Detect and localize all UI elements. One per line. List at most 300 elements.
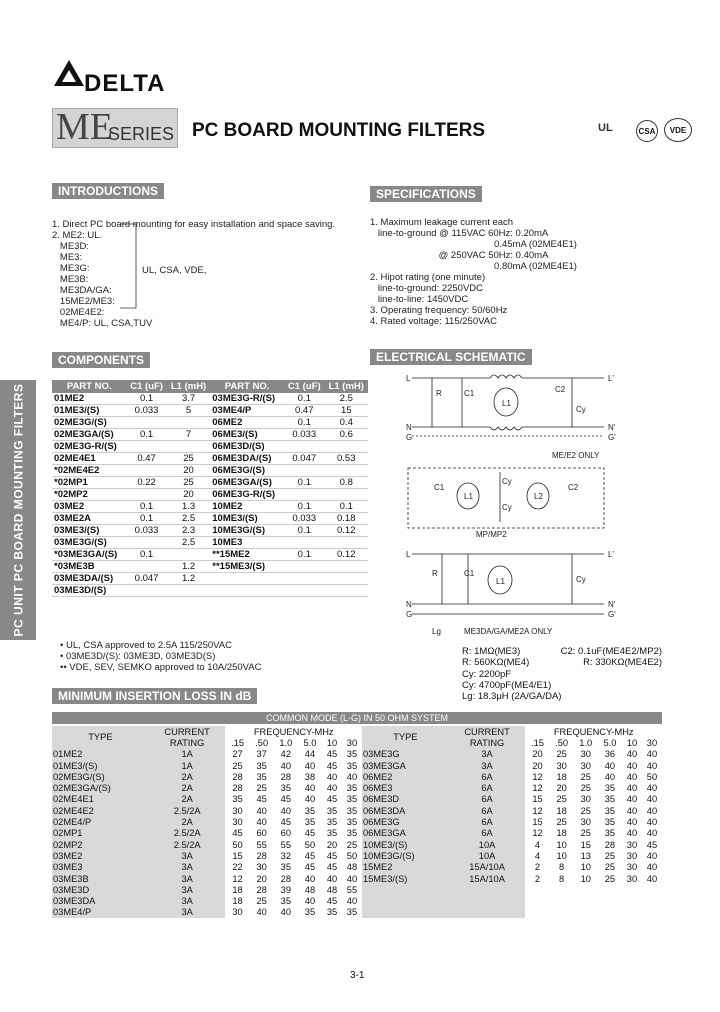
loss-cell: 6A bbox=[449, 794, 526, 805]
svg-text:L1: L1 bbox=[502, 399, 511, 408]
loss-cell bbox=[362, 884, 449, 895]
component-cell: 03ME3DA/(S) bbox=[52, 573, 126, 585]
insertion-loss-table bbox=[52, 726, 662, 918]
svg-text:C1: C1 bbox=[434, 483, 445, 492]
loss-cell: 55 bbox=[256, 839, 267, 850]
loss-cell: 40 bbox=[626, 817, 638, 828]
component-cell: 0.033 bbox=[126, 525, 167, 537]
loss-cell: 55 bbox=[280, 839, 291, 850]
loss-cell: 30 bbox=[626, 873, 638, 884]
brand-name: DELTA bbox=[84, 70, 166, 97]
insertion-loss-row bbox=[52, 760, 662, 771]
vde-cert-icon: VDE bbox=[664, 118, 692, 142]
svg-text:Cy: Cy bbox=[502, 503, 512, 512]
loss-cell bbox=[642, 895, 662, 906]
loss-cell: 35 bbox=[346, 907, 358, 918]
loss-cell: 45 bbox=[326, 749, 338, 760]
svg-text:MP/MP2: MP/MP2 bbox=[476, 530, 507, 539]
loss-cell: 40 bbox=[304, 783, 316, 794]
loss-cell: 48 bbox=[326, 884, 338, 895]
component-cell: 0.1 bbox=[284, 477, 325, 489]
loss-cell bbox=[362, 895, 449, 906]
loss-cell: 40 bbox=[626, 760, 638, 771]
component-cell: 2.5 bbox=[167, 537, 210, 549]
loss-cell: 20 bbox=[532, 760, 543, 771]
loss-cell: 40 bbox=[626, 805, 638, 816]
component-cell: 02ME4E1 bbox=[52, 453, 126, 465]
insertion-loss-row bbox=[52, 782, 662, 793]
component-row bbox=[52, 441, 368, 453]
component-cell: *02MP2 bbox=[52, 489, 126, 501]
loss-cell: 30 bbox=[626, 862, 638, 873]
component-cell bbox=[284, 465, 325, 477]
svg-text:N: N bbox=[406, 600, 412, 609]
components-table bbox=[52, 380, 368, 597]
component-cell: 0.1 bbox=[126, 549, 167, 561]
insertion-loss-row bbox=[52, 828, 662, 839]
loss-cell: 2.5/2A bbox=[149, 839, 226, 850]
svg-text:N': N' bbox=[608, 600, 616, 609]
loss-cell: 02ME4E1 bbox=[52, 794, 149, 805]
component-cell: 03ME2A bbox=[52, 513, 126, 525]
loss-cell: 45 bbox=[326, 862, 338, 873]
loss-cell: 40 bbox=[646, 817, 658, 828]
loss-cell: 35 bbox=[604, 805, 616, 816]
col-l1-2: L1 (mH) bbox=[325, 380, 368, 393]
component-cell bbox=[284, 561, 325, 573]
component-row bbox=[52, 585, 368, 597]
component-cell bbox=[284, 585, 325, 597]
component-cell: 0.47 bbox=[126, 453, 167, 465]
loss-cell: 35 bbox=[326, 817, 338, 828]
loss-cell: 45 bbox=[326, 896, 338, 907]
component-cell: 0.8 bbox=[325, 477, 368, 489]
component-cell: 0.033 bbox=[126, 405, 167, 417]
loss-cell: 18 bbox=[556, 828, 567, 839]
loss-cell: 45 bbox=[280, 794, 291, 805]
loss-cell: 60 bbox=[280, 828, 291, 839]
component-cell: 10ME2 bbox=[210, 501, 284, 513]
loss-cell: 06ME3GA bbox=[362, 828, 449, 839]
loss-cell: 40 bbox=[304, 873, 316, 884]
loss-cell: 12 bbox=[532, 828, 543, 839]
component-cell: 02ME3G-R/(S) bbox=[52, 441, 126, 453]
svg-text:L1: L1 bbox=[496, 577, 505, 586]
svg-text:G: G bbox=[406, 610, 413, 619]
col-l1: L1 (mH) bbox=[167, 380, 210, 393]
loss-cell: 44 bbox=[304, 749, 316, 760]
loss-cell: 3A bbox=[149, 884, 226, 895]
loss-cell bbox=[574, 907, 598, 918]
schematic-legend: R: 1MΩ(ME3) C2: 0.1uF(ME4E2/MP2) R: 560KΩ(ME4) R: 330KΩ(ME4E2) Cy: 2200pF Cy: 4700pF(ME4/E1) Lg: 18.3μH (2A/GA/DA) bbox=[462, 646, 662, 703]
loss-cell: 40 bbox=[346, 896, 358, 907]
loss-cell: 45 bbox=[304, 828, 316, 839]
loss-cell: 15ME2 bbox=[362, 862, 449, 873]
component-cell: 0.1 bbox=[284, 393, 325, 405]
svg-text:L: L bbox=[406, 374, 411, 383]
loss-cell: 50 bbox=[646, 771, 658, 782]
component-cell bbox=[126, 489, 167, 501]
loss-cell: 40 bbox=[280, 907, 291, 918]
loss-cell: 40 bbox=[326, 783, 338, 794]
component-cell: 0.1 bbox=[126, 513, 167, 525]
component-cell bbox=[284, 537, 325, 549]
svg-text:Cy: Cy bbox=[576, 405, 586, 414]
loss-cell: 06ME3D bbox=[362, 794, 449, 805]
component-cell: 06ME3G-R/(S) bbox=[210, 489, 284, 501]
loss-cell: 30 bbox=[232, 805, 243, 816]
loss-cell: 30 bbox=[556, 760, 567, 771]
component-cell: 0.033 bbox=[284, 513, 325, 525]
component-cell: 0.4 bbox=[325, 417, 368, 429]
component-cell: 0.1 bbox=[284, 549, 325, 561]
loss-cell: 3A bbox=[449, 760, 526, 771]
loss-cell: 12 bbox=[532, 771, 543, 782]
component-cell: 10ME3 bbox=[210, 537, 284, 549]
freq-header: .15 bbox=[231, 737, 245, 748]
component-cell bbox=[325, 561, 368, 573]
insertion-loss-row bbox=[52, 884, 662, 895]
component-row bbox=[52, 573, 368, 585]
loss-cell bbox=[525, 907, 549, 918]
svg-text:Lg: Lg bbox=[432, 627, 441, 636]
component-cell: 0.47 bbox=[284, 405, 325, 417]
component-cell: 0.12 bbox=[325, 525, 368, 537]
component-cell: *03ME3B bbox=[52, 561, 126, 573]
components-notes: • UL, CSA approved to 2.5A 115/250VAC • 03ME3D/(S): 03ME3D, 03ME3D(S) •• VDE, SEV, SEMKO approved to 10A/250VAC bbox=[60, 640, 262, 673]
loss-cell: 10A bbox=[449, 839, 526, 850]
insertion-loss-heading: MINIMUM INSERTION LOSS IN dB bbox=[52, 688, 257, 704]
loss-cell: 25 bbox=[556, 794, 567, 805]
component-cell bbox=[126, 465, 167, 477]
loss-cell bbox=[449, 907, 526, 918]
loss-cell: 02ME3GA/(S) bbox=[52, 782, 149, 793]
loss-cell: 12 bbox=[532, 805, 543, 816]
loss-cell: 06ME2 bbox=[362, 771, 449, 782]
component-cell bbox=[210, 573, 284, 585]
loss-cell bbox=[550, 884, 574, 895]
loss-cell: 10 bbox=[556, 839, 567, 850]
loss-cell: 6A bbox=[449, 771, 526, 782]
loss-cell: 2.5/2A bbox=[149, 805, 226, 816]
loss-cell: 27 bbox=[232, 749, 243, 760]
component-cell bbox=[167, 417, 210, 429]
page-title: PC BOARD MOUNTING FILTERS bbox=[192, 120, 486, 141]
loss-cell: 32 bbox=[280, 850, 291, 861]
loss-cell: 40 bbox=[326, 873, 338, 884]
component-cell: 03ME3/(S) bbox=[52, 525, 126, 537]
loss-cell: 25 bbox=[256, 896, 267, 907]
loss-cell: 45 bbox=[326, 794, 338, 805]
csa-cert-icon: CSA bbox=[636, 120, 658, 142]
loss-cell: 4 bbox=[534, 850, 541, 861]
loss-cell: 38 bbox=[304, 771, 316, 782]
loss-cell: 45 bbox=[326, 850, 338, 861]
loss-cell: 03ME3GA bbox=[362, 760, 449, 771]
loss-cell: 6A bbox=[449, 805, 526, 816]
loss-cell: 40 bbox=[646, 873, 658, 884]
loss-cell bbox=[598, 907, 622, 918]
component-cell: 02ME3GA/(S) bbox=[52, 429, 126, 441]
loss-cell: 01ME3/(S) bbox=[52, 760, 149, 771]
loss-cell bbox=[622, 895, 642, 906]
loss-cell: 03ME3DA bbox=[52, 895, 149, 906]
component-cell: 1.3 bbox=[167, 501, 210, 513]
loss-cell: 40 bbox=[604, 760, 616, 771]
component-cell: 03ME3D/(S) bbox=[52, 585, 126, 597]
loss-cell: 3A bbox=[149, 895, 226, 906]
loss-cell: 45 bbox=[326, 760, 338, 771]
component-cell: 0.1 bbox=[284, 501, 325, 513]
component-cell bbox=[210, 585, 284, 597]
side-label: PC UNIT PC BOARD MOUNTING FILTERS bbox=[11, 383, 25, 637]
loss-cell: 35 bbox=[280, 783, 291, 794]
loss-cell: 35 bbox=[280, 862, 291, 873]
svg-text:L': L' bbox=[608, 374, 614, 383]
loss-cell: 35 bbox=[346, 749, 358, 760]
component-cell: 0.53 bbox=[325, 453, 368, 465]
freq-header: .50 bbox=[555, 737, 569, 748]
component-cell bbox=[284, 573, 325, 585]
loss-cell: 10 bbox=[556, 850, 567, 861]
loss-cell: 30 bbox=[232, 907, 243, 918]
loss-cell: 45 bbox=[280, 817, 291, 828]
svg-text:N: N bbox=[406, 423, 412, 432]
loss-cell: 35 bbox=[232, 794, 243, 805]
svg-text:L1: L1 bbox=[464, 492, 473, 501]
svg-text:C2: C2 bbox=[555, 385, 566, 394]
loss-cell: 1A bbox=[149, 749, 226, 760]
loss-cell: 10ME3/(S) bbox=[362, 839, 449, 850]
loss-cell: 50 bbox=[346, 850, 358, 861]
introductions-heading: INTRODUCTIONS bbox=[52, 183, 164, 199]
loss-cell: 6A bbox=[449, 828, 526, 839]
loss-cell: 2A bbox=[149, 782, 226, 793]
loss-cell: 03ME3D bbox=[52, 884, 149, 895]
loss-cell: 35 bbox=[604, 783, 616, 794]
component-cell bbox=[126, 441, 167, 453]
component-cell bbox=[126, 585, 167, 597]
loss-cell: 02MP1 bbox=[52, 828, 149, 839]
ul-cert-icon: UL bbox=[598, 122, 613, 134]
component-cell bbox=[284, 489, 325, 501]
loss-cell: 25 bbox=[556, 817, 567, 828]
delta-logo-icon bbox=[52, 58, 86, 88]
loss-cell: 18 bbox=[556, 771, 567, 782]
svg-text:L': L' bbox=[608, 550, 614, 559]
loss-cell: 8 bbox=[559, 862, 565, 873]
component-row bbox=[52, 465, 368, 477]
loss-cell: 25 bbox=[556, 749, 567, 760]
loss-cell: 48 bbox=[346, 862, 358, 873]
component-cell: 06ME3/(S) bbox=[210, 429, 284, 441]
svg-text:R: R bbox=[432, 569, 438, 578]
component-cell bbox=[167, 441, 210, 453]
loss-cell: 50 bbox=[304, 839, 316, 850]
loss-cell: 40 bbox=[646, 749, 658, 760]
loss-cell bbox=[449, 884, 526, 895]
loss-cell: 35 bbox=[346, 760, 358, 771]
loss-cell bbox=[525, 884, 549, 895]
loss-cell: 35 bbox=[304, 907, 316, 918]
loss-cell: 35 bbox=[326, 907, 338, 918]
loss-cell: 35 bbox=[346, 805, 358, 816]
loss-cell: 36 bbox=[604, 749, 616, 760]
loss-cell bbox=[598, 884, 622, 895]
col-freq: FREQUENCY-MHz bbox=[253, 726, 334, 737]
component-cell: 10ME3/(S) bbox=[210, 513, 284, 525]
freq-header: 5.0 bbox=[303, 737, 317, 748]
loss-cell: 2 bbox=[534, 862, 541, 873]
loss-cell: 18 bbox=[232, 884, 243, 895]
component-cell: 25 bbox=[167, 453, 210, 465]
loss-cell: 20 bbox=[326, 839, 338, 850]
component-cell: 06ME3DA/(S) bbox=[210, 453, 284, 465]
component-row bbox=[52, 477, 368, 489]
svg-text:C1: C1 bbox=[464, 389, 475, 398]
svg-text:L: L bbox=[406, 550, 411, 559]
loss-cell: 10 bbox=[580, 862, 591, 873]
component-cell: 0.6 bbox=[325, 429, 368, 441]
svg-text:R: R bbox=[436, 389, 442, 398]
component-row bbox=[52, 429, 368, 441]
component-cell: 2.3 bbox=[167, 525, 210, 537]
loss-cell: 35 bbox=[604, 794, 616, 805]
loss-cell: 06ME3DA bbox=[362, 805, 449, 816]
loss-cell bbox=[574, 884, 598, 895]
component-cell: 5 bbox=[167, 405, 210, 417]
loss-cell: 30 bbox=[580, 817, 591, 828]
loss-cell: 40 bbox=[646, 760, 658, 771]
component-cell: 02ME3G/(S) bbox=[52, 417, 126, 429]
loss-cell: 12 bbox=[532, 783, 543, 794]
loss-cell: 40 bbox=[646, 850, 658, 861]
freq-header: .15 bbox=[531, 737, 544, 748]
col-current-2: CURRENT bbox=[449, 726, 526, 737]
component-cell bbox=[167, 585, 210, 597]
col-part-no: PART NO. bbox=[52, 380, 126, 393]
loss-cell: 40 bbox=[646, 828, 658, 839]
component-cell: *03ME3GA/(S) bbox=[52, 549, 126, 561]
loss-cell: 28 bbox=[256, 884, 267, 895]
loss-cell: 25 bbox=[580, 771, 591, 782]
loss-cell: 40 bbox=[626, 828, 638, 839]
loss-cell: 20 bbox=[256, 873, 267, 884]
loss-cell: 10 bbox=[580, 873, 591, 884]
loss-cell: 40 bbox=[256, 907, 267, 918]
insertion-loss-row bbox=[52, 873, 662, 884]
loss-cell: 40 bbox=[304, 896, 316, 907]
loss-cell bbox=[449, 895, 526, 906]
loss-cell: 40 bbox=[646, 862, 658, 873]
loss-cell: 15A/10A bbox=[449, 862, 526, 873]
loss-cell: 35 bbox=[256, 760, 267, 771]
component-cell: 01ME2 bbox=[52, 393, 126, 405]
intro-bracket bbox=[118, 222, 138, 312]
component-cell: 2.5 bbox=[167, 513, 210, 525]
component-cell: 15 bbox=[325, 405, 368, 417]
component-cell bbox=[126, 537, 167, 549]
loss-cell: 15ME3/(S) bbox=[362, 873, 449, 884]
svg-text:N': N' bbox=[608, 423, 616, 432]
loss-cell: 50 bbox=[232, 839, 243, 850]
component-cell: 06ME3GA/(S) bbox=[210, 477, 284, 489]
loss-cell: 35 bbox=[256, 771, 267, 782]
loss-cell: 40 bbox=[646, 783, 658, 794]
loss-cell: 6A bbox=[449, 816, 526, 827]
component-cell: 0.22 bbox=[126, 477, 167, 489]
loss-cell: 40 bbox=[346, 771, 358, 782]
component-cell bbox=[284, 441, 325, 453]
component-cell: 1.2 bbox=[167, 573, 210, 585]
component-row bbox=[52, 489, 368, 501]
loss-cell bbox=[622, 907, 642, 918]
loss-cell: 3A bbox=[149, 850, 226, 861]
freq-header: 1.0 bbox=[279, 737, 293, 748]
svg-text:G': G' bbox=[608, 433, 616, 442]
col-rating-2: RATING bbox=[449, 737, 526, 748]
loss-cell: 10ME3G/(S) bbox=[362, 850, 449, 861]
svg-text:C2: C2 bbox=[568, 483, 579, 492]
component-row bbox=[52, 537, 368, 549]
freq-header: 30 bbox=[346, 737, 358, 748]
loss-cell: 42 bbox=[280, 749, 291, 760]
component-row bbox=[52, 393, 368, 405]
component-cell: 06ME3D/(S) bbox=[210, 441, 284, 453]
loss-cell: 10A bbox=[449, 850, 526, 861]
loss-cell: 1A bbox=[149, 760, 226, 771]
loss-cell bbox=[574, 895, 598, 906]
loss-cell: 48 bbox=[304, 884, 316, 895]
insertion-loss-row bbox=[52, 794, 662, 805]
loss-cell: 30 bbox=[626, 839, 638, 850]
component-cell: 03ME3G-R/(S) bbox=[210, 393, 284, 405]
loss-cell: 35 bbox=[326, 828, 338, 839]
component-row bbox=[52, 405, 368, 417]
loss-cell: 30 bbox=[580, 749, 591, 760]
loss-cell: 40 bbox=[626, 771, 638, 782]
loss-cell: 8 bbox=[559, 873, 565, 884]
insertion-loss-row bbox=[52, 805, 662, 816]
component-cell: **15ME2 bbox=[210, 549, 284, 561]
col-rating: RATING bbox=[149, 737, 226, 748]
loss-cell: 25 bbox=[580, 828, 591, 839]
component-cell: 20 bbox=[167, 465, 210, 477]
series-me: ME bbox=[56, 106, 113, 148]
loss-cell: 30 bbox=[232, 817, 243, 828]
loss-cell bbox=[550, 895, 574, 906]
loss-cell: 15 bbox=[580, 839, 591, 850]
loss-cell: 35 bbox=[326, 805, 338, 816]
introductions-text: 1. Direct PC board mounting for easy installation and space saving. 2. ME2: UL. ME3D: ME3: ME3G: ME3B: ME3DA/GA: 15ME2/ME3: 02ME4E2: ME4/P: UL, CSA,TUV bbox=[52, 219, 336, 329]
svg-text:Cy: Cy bbox=[576, 575, 586, 584]
component-cell: 0.1 bbox=[126, 501, 167, 513]
component-cell: 2.5 bbox=[325, 393, 368, 405]
loss-cell: 45 bbox=[304, 862, 316, 873]
loss-cell: 28 bbox=[256, 850, 267, 861]
intro-group-note: UL, CSA, VDE, bbox=[142, 265, 207, 276]
col-freq-2: FREQUENCY-MHz bbox=[553, 726, 634, 737]
loss-cell: 35 bbox=[604, 817, 616, 828]
insertion-loss-row bbox=[52, 907, 662, 918]
loss-cell bbox=[622, 884, 642, 895]
loss-cell: 37 bbox=[256, 749, 267, 760]
loss-cell: 40 bbox=[280, 805, 291, 816]
loss-cell bbox=[362, 907, 449, 918]
svg-text:C1: C1 bbox=[464, 569, 475, 578]
component-cell bbox=[126, 561, 167, 573]
loss-cell: 25 bbox=[580, 805, 591, 816]
